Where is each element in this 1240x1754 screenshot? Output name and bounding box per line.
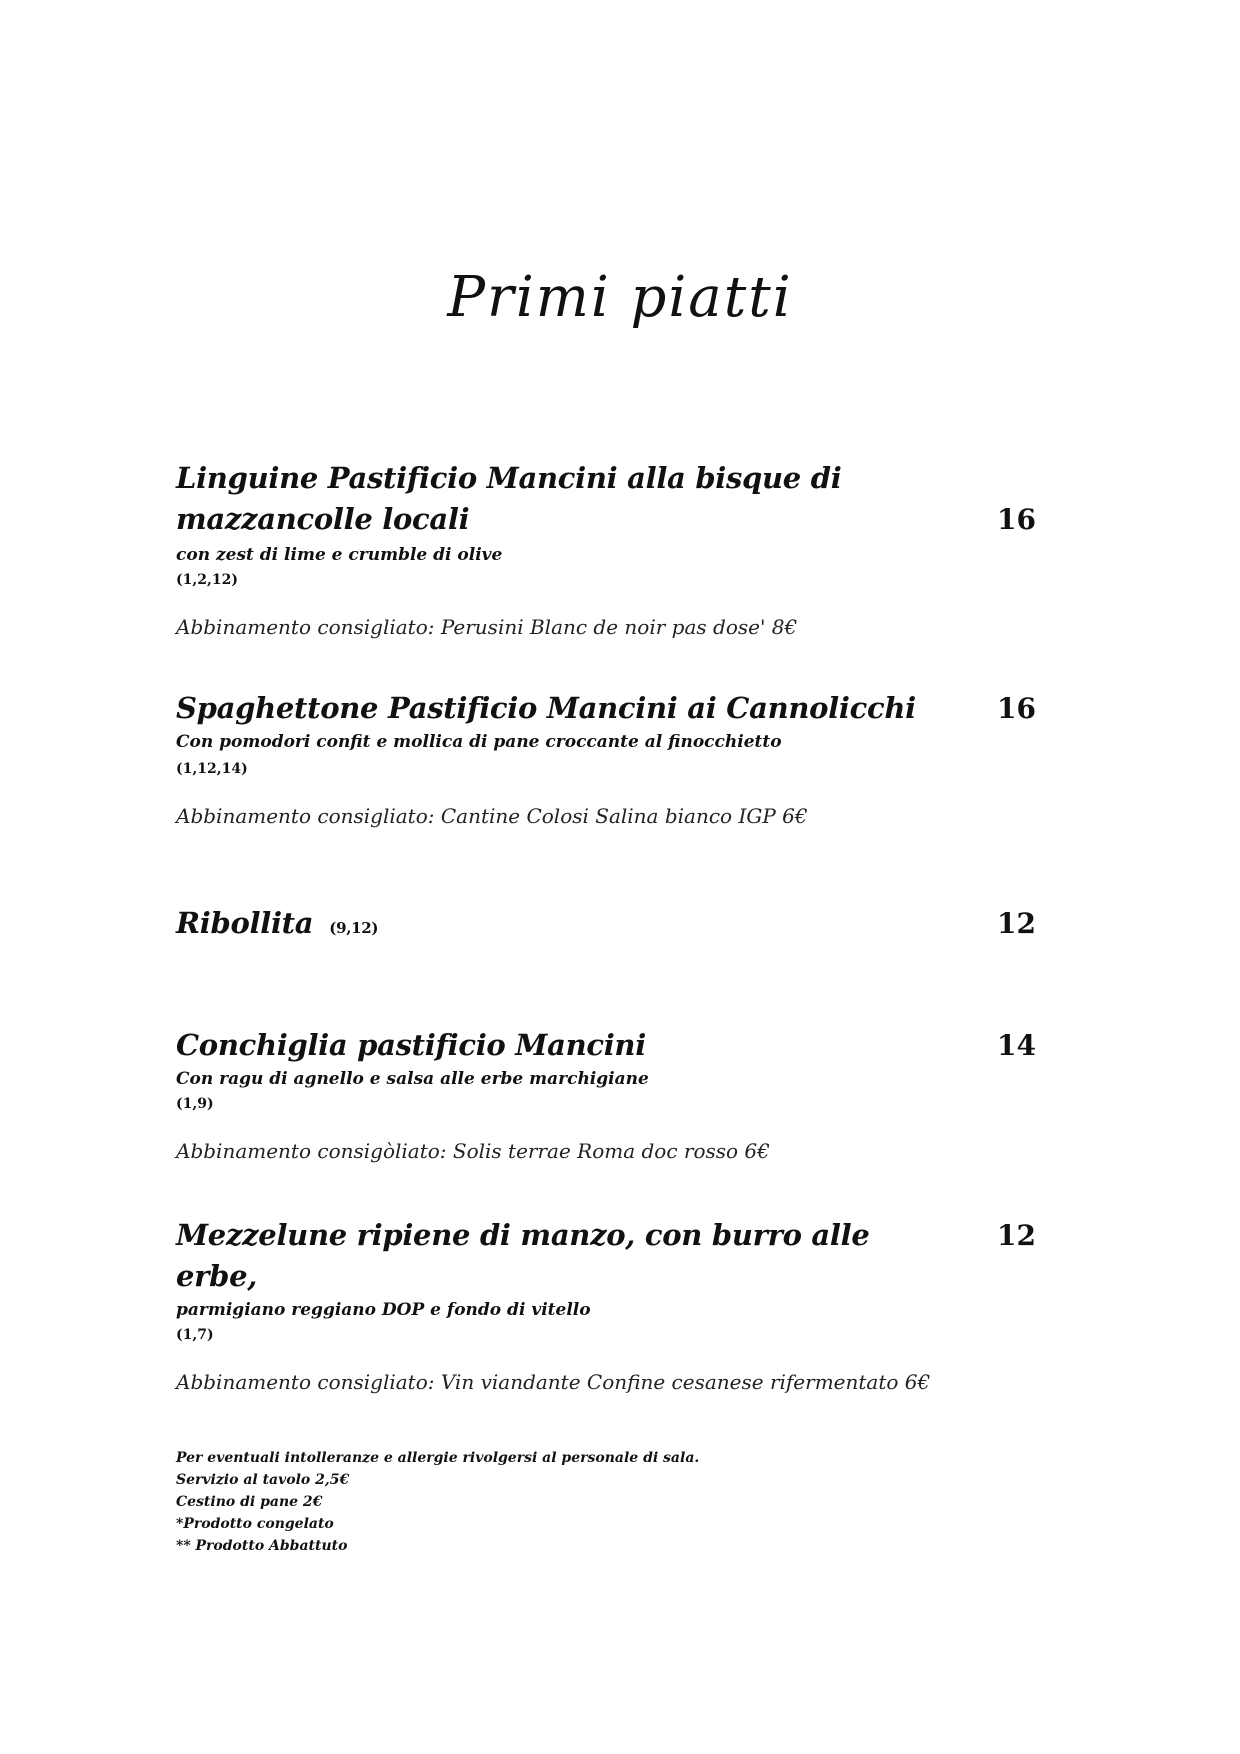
dish-name-line-2: mazzancolle locali <box>176 502 470 536</box>
dish-name: Mezzelune ripiene di manzo, con burro alle erbe, <box>176 1218 870 1293</box>
dish-description: parmigiano reggiano DOP e fondo di vitello <box>176 1300 591 1320</box>
dish-price: 12 <box>997 907 1036 940</box>
dish-name-text: Ribollita <box>176 906 314 940</box>
bread-basket-note: Cestino di pane 2€ <box>176 1494 323 1510</box>
wine-pairing: Abbinamento consigliato: Perusini Blanc de noir pas dose' 8€ <box>176 615 798 639</box>
dish-price: 12 <box>997 1219 1036 1252</box>
dish-name-line-1: Linguine Pastificio Mancini alla bisque di <box>176 461 842 495</box>
wine-pairing: Abbinamento consigliato: Cantine Colosi Salina bianco IGP 6€ <box>176 804 808 828</box>
dish-name <box>176 458 936 540</box>
dish-description: Con pomodori confit e mollica di pane croccante al finocchietto <box>176 732 782 752</box>
frozen-product-note: *Prodotto congelato <box>176 1516 334 1532</box>
dish-description: Con ragu di agnello e salsa alle erbe marchigiane <box>176 1069 649 1089</box>
allergy-note: Per eventuali intolleranze e allergie rivolgersi al personale di sala. <box>176 1450 700 1466</box>
dish-allergens: (1,9) <box>176 1096 214 1112</box>
dish-allergens: (9,12) <box>329 919 379 937</box>
dish-name <box>176 903 936 949</box>
menu-item-mezzelune <box>176 1215 1036 1395</box>
dish-price: 14 <box>997 1029 1036 1062</box>
dish-allergens: (1,7) <box>176 1327 214 1343</box>
dish-price: 16 <box>997 692 1036 725</box>
dish-price: 16 <box>997 503 1036 536</box>
dish-name: Spaghettone Pastificio Mancini ai Cannolicchi <box>176 691 916 725</box>
dish-name: Conchiglia pastificio Mancini <box>176 1028 646 1062</box>
menu-item-ribollita <box>176 903 1036 949</box>
service-charge-note: Servizio al tavolo 2,5€ <box>176 1472 350 1488</box>
dish-allergens: (1,2,12) <box>176 572 238 588</box>
menu-item-linguine <box>176 458 1036 640</box>
blast-chilled-note: ** Prodotto Abbattuto <box>176 1538 348 1554</box>
footer-notes <box>176 1447 699 1557</box>
menu-item-spaghettone <box>176 688 1036 829</box>
dish-description: con zest di lime e crumble di olive <box>176 545 503 565</box>
menu-item-conchiglia <box>176 1025 1036 1164</box>
page-title: Primi piatti <box>447 264 793 330</box>
wine-pairing: Abbinamento consigliato: Vin viandante Confine cesanese rifermentato 6€ <box>176 1370 931 1394</box>
wine-pairing: Abbinamento consigòliato: Solis terrae Roma doc rosso 6€ <box>176 1139 770 1163</box>
dish-allergens: (1,12,14) <box>176 761 248 777</box>
